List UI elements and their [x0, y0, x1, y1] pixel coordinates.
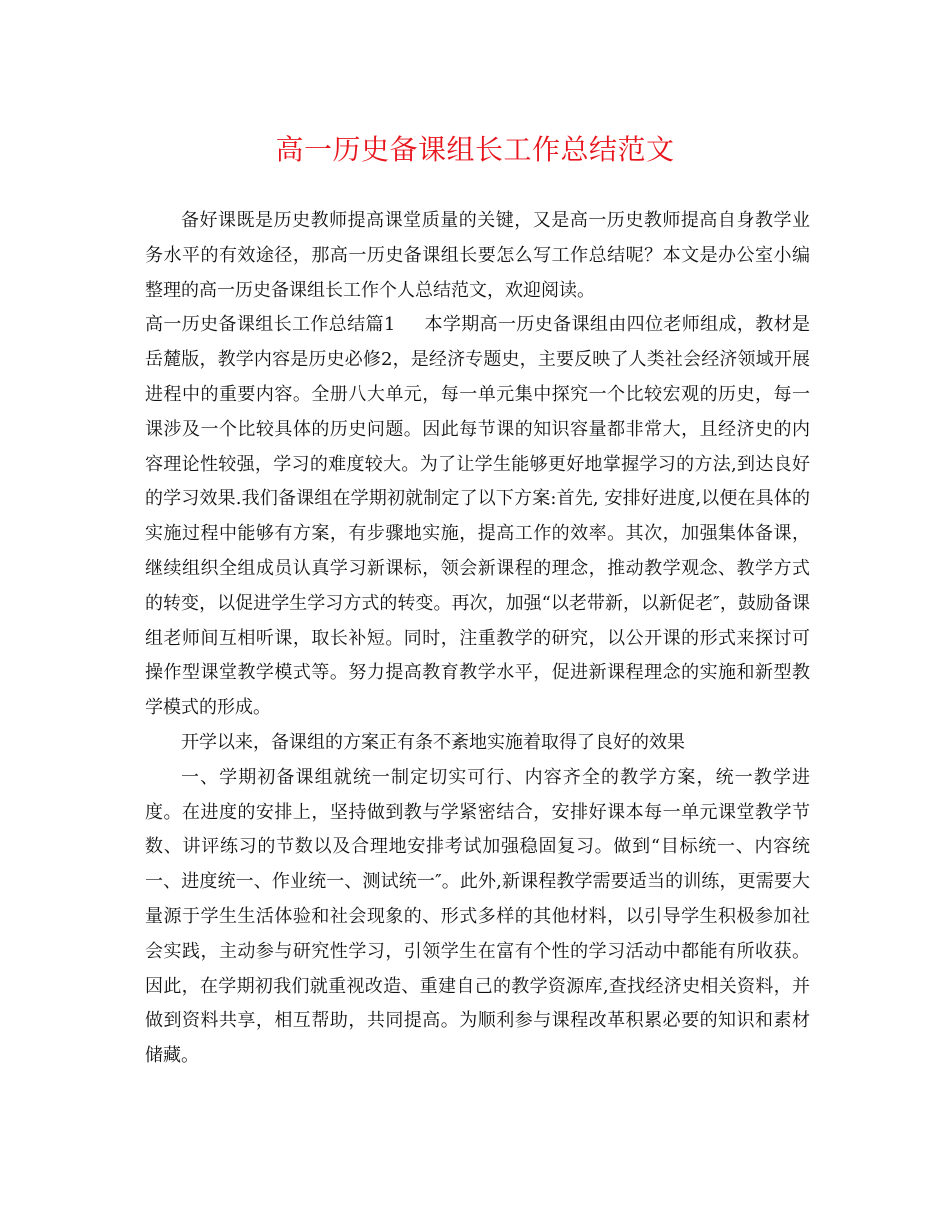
- point1-paragraph: 一、学期初备课组就统一制定切实可行、内容齐全的教学方案，统一教学进度。在进度的安排上，坚持做到教与学紧密结合，安排好课本每一单元课堂教学节数、讲评练习的节数以及合理地安排考试加强稳固复习。做到“目标统一、内容统一、进度统一、作业统一、测试统一″。此外,新课程教学需要适当的训练，更需要大量源于学生生活体验和社会现象的、形式多样的其他材料，以引导学生积极参加社会实践，主动参与研究性学习，引领学生在富有个性的学习活动中都能有所收获。因此，在学期初我们就重视改造、重建自己的教学资源库,查找经济史相关资料，并做到资料共享，相互帮助，共同提高。为顺利参与课程改革积累必要的知识和素材储藏。: [145, 766, 810, 1067]
- document-title: 高一历史备课组长工作总结范文: [275, 133, 675, 166]
- section1-heading: 高一历史备课组长工作总结篇1: [145, 314, 396, 336]
- section1-body: 本学期高一历史备课组由四位老师组成，教材是岳麓版，教学内容是历史必修2，是经济专题史，主要反映了人类社会经济领域开展进程中的重要内容。全册八大单元，每一单元集中探究一个比较宏观的历史，每一课涉及一个比较具体的历史问题。因此每节课的知识容量都非常大，且经济史的内容理论性较强，学习的难度较大。为了让学生能够更好地掌握学习的方法,到达良好的学习效果.我们备课组在学期初就制定了以下方案:首先, 安排好进度,以便在具体的实施过程中能够有方案，有步骤地实施，提高工作的效率。其次，加强集体备课，继续组织全组成员认真学习新课标，领会新课程的理念，推动教学观念、教学方式的转变，以促进学生学习方式的转变。再次，加强“以老带新，以新促老″，鼓励备课组老师间互相听课，取长补短。同时，注重教学的研究，以公开课的形式来探讨可操作型课堂教学模式等。努力提高教育教学水平，促进新课程理念的实施和新型教学模式的形成。: [145, 314, 810, 719]
- section1-paragraph: [145, 308, 810, 726]
- document-body: [145, 204, 810, 1074]
- intro-paragraph: 备好课既是历史教师提高课堂质量的关键，又是高一历史教师提高自身教学业务水平的有效途径，那高一历史备课组长要怎么写工作总结呢？本文是办公室小编整理的高一历史备课组长工作个人总结范文，欢迎阅读。: [145, 210, 810, 301]
- summary-paragraph: 开学以来，备课组的方案正有条不紊地实施着取得了良好的效果: [181, 731, 685, 753]
